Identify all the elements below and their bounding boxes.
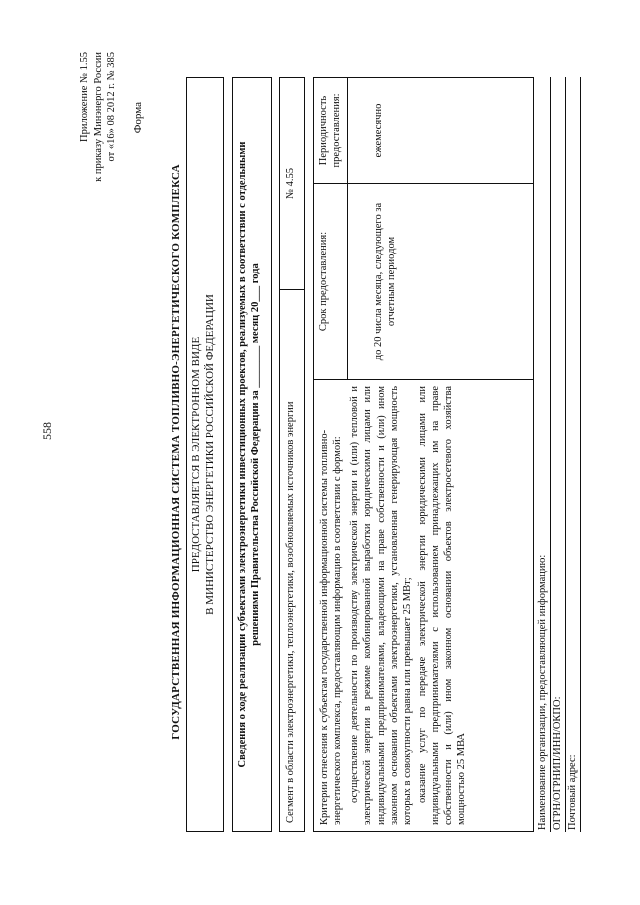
segment-row — [279, 77, 305, 832]
period-header: Периодичность предоставления: — [314, 78, 348, 183]
rotated-document — [70, 42, 610, 862]
info-title-box — [232, 77, 272, 832]
period-column — [314, 78, 533, 183]
deadline-column — [314, 183, 533, 379]
info-line-2: решениями Правительства Российской Федерации за ________ месяц 20___ года — [250, 263, 262, 646]
org-name-field: Наименование организации, предоставляющей информацию: — [536, 77, 551, 832]
criteria-header: Критерии отнесения к субъектам государственной информационной системы топливно-энергетического комплекса, предоставляющим информацию в соответствии с формой: — [319, 429, 344, 825]
deadline-value: до 20 числа месяца, следующего за отчетным периодом — [373, 202, 398, 361]
criteria-paragraph-2: оказание услуг по передаче электрической энергии юридическими лицами или индивидуальными предпринимателями с использованием принадлежащих им на праве собственности и (или) ином законном основании объектов электросетевого хозяйства мощностью 25 МВА — [416, 386, 468, 825]
segment-number: № 4.55 — [285, 167, 296, 200]
submission-line-1: ПРЕДОСТАВЛЯЕТСЯ В ЭЛЕКТРОННОМ ВИДЕ — [190, 336, 202, 573]
form-label: Форма — [132, 102, 144, 134]
annex-line-1: Приложение № 1.55 — [79, 52, 90, 142]
respondent-fields — [536, 77, 581, 832]
criteria-table — [313, 77, 534, 832]
address-field: Почтовый адрес: — [566, 77, 581, 832]
info-line-1: Сведения о ходе реализации субъектами электроэнергетики инвестиционных проектов, реализуемых в соответствии с отдельными — [237, 141, 248, 768]
criteria-column — [314, 379, 533, 831]
submission-box — [186, 77, 224, 832]
criteria-paragraph-1: осуществление деятельности по производству электрической энергии и (или) тепловой и электрической энергии в режиме комбинированной выработки юридическими лицами или индивидуальными предпринимателями, владеющими на праве собственности и (или) ином законном основании объектами электроэнергетики, установленная генерирующая мощность которых в совокупности равна или превышает 25 МВт; — [349, 386, 413, 825]
period-value: ежемесячно — [373, 103, 384, 158]
annex-block — [78, 52, 119, 182]
annex-line-3: от «16» 08 2012 г. № 385 — [106, 52, 118, 162]
document-title: ГОСУДАРСТВЕННАЯ ИНФОРМАЦИОННАЯ СИСТЕМА ТОПЛИВНО-ЭНЕРГЕТИЧЕСКОГО КОМПЛЕКСА — [170, 164, 182, 740]
segment-label: Сегмент в области электроэнергетики, теплоэнергетики, возобновляемых источников энергии — [280, 289, 304, 831]
deadline-header: Срок предоставления: — [314, 184, 348, 379]
page-number: 558 — [40, 422, 54, 440]
ogrn-field: ОГРН/ОГРНИП/ИНН/ОКПО: — [551, 77, 566, 832]
submission-line-2: В МИНИСТЕРСТВО ЭНЕРГЕТИКИ РОССИЙСКОЙ ФЕДЕРАЦИИ — [203, 294, 216, 615]
annex-line-2: к приказу Минэнерго России — [92, 52, 104, 182]
